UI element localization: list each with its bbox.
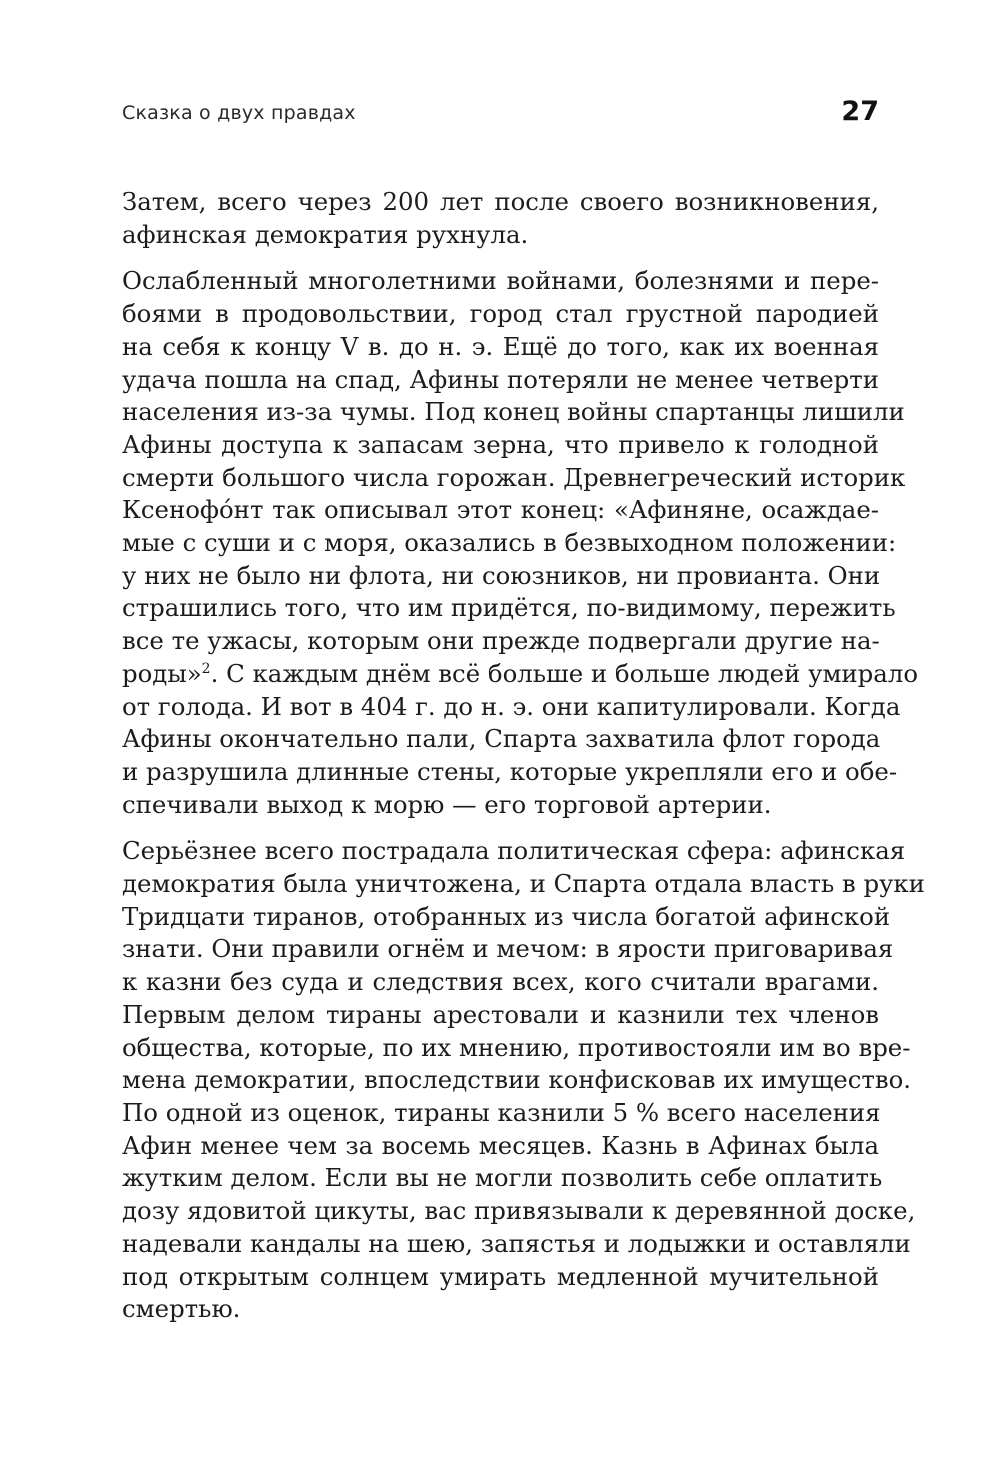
- running-title: Сказка о двух правдах: [122, 102, 356, 124]
- text-line: боями в продовольствии, город стал грустной пародией: [122, 299, 879, 329]
- text-line: к казни без суда и следствия всех, кого считали врагами.: [122, 967, 879, 997]
- text-line: смертью.: [122, 1294, 241, 1324]
- paragraph: [122, 835, 925, 1326]
- text-line: демократия была уничтожена, и Спарта отдала власть в руки: [122, 869, 925, 899]
- text-line: Первым делом тираны арестовали и казнили тех членов: [122, 999, 879, 1029]
- text-line: жутким делом. Если вы не могли позволить себе оплатить: [122, 1163, 883, 1193]
- text-line: и разрушила длинные стены, которые укрепляли его и обе-: [122, 756, 898, 786]
- paragraph: [122, 265, 919, 821]
- text-line: Тридцати тиранов, отобранных из числа богатой афинской: [122, 901, 891, 931]
- text-line: у них не было ни флота, ни союзников, ни провианта. Они: [122, 560, 881, 590]
- text-line: Ослабленный многолетними войнами, болезнями и пере-: [122, 266, 879, 296]
- text-line: надевали кандалы на шею, запястья и лодыжки и оставляли: [122, 1228, 911, 1258]
- text-line: Серьёзнее всего пострадала политическая сфера: афинская: [122, 836, 906, 866]
- text-line: Афины окончательно пали, Спарта захватила флот города: [122, 724, 881, 754]
- text-line: Афины доступа к запасам зерна, что привело к голодной: [122, 429, 879, 459]
- body-text: [122, 186, 925, 1326]
- text-line: страшились того, что им придётся, по-видимому, пережить: [122, 593, 896, 623]
- text-line: спечивали выход к морю — его торговой артерии.: [122, 789, 772, 819]
- text-line: населения из-за чумы. Под конец войны спартанцы лишили: [122, 397, 905, 427]
- text-line: все те ужасы, которым они прежде подвергали другие на-: [122, 626, 880, 656]
- page-number: 27: [841, 96, 879, 127]
- text-line: на себя к концу V в. до н. э. Ещё до того, как их военная: [122, 331, 879, 361]
- text-line: от голода. И вот в 404 г. до н. э. они капитулировали. Когда: [122, 691, 901, 721]
- text-line: афинская демократия рухнула.: [122, 219, 529, 249]
- text-line: Афин менее чем за восемь месяцев. Казнь в Афинах была: [122, 1130, 879, 1160]
- text-line: Ксенофóнт так описывал этот конец: «Афиняне, осаждае-: [122, 495, 879, 525]
- text-line: смерти большого числа горожан. Древнегреческий историк: [122, 462, 906, 492]
- text-line: мые с суши и с моря, оказались в безвыходном положении:: [122, 528, 897, 558]
- text-line: под открытым солнцем умирать медленной мучительной: [122, 1261, 879, 1291]
- text-line: мена демократии, впоследствии конфисковав их имущество.: [122, 1065, 912, 1095]
- paragraph: [122, 186, 879, 251]
- text-line: общества, которые, по их мнению, противостояли им во вре-: [122, 1032, 911, 1062]
- text-line: По одной из оценок, тираны казнили 5 % всего населения: [122, 1097, 881, 1127]
- text-line: роды»$^2$. С каждым днём всё больше и больше людей умирало: [122, 658, 919, 688]
- text-line: удача пошла на спад, Афины потеряли не менее четверти: [122, 364, 879, 394]
- footnote-marker: 2: [201, 660, 211, 677]
- text-line: знати. Они правили огнём и мечом: в ярости приговаривая: [122, 934, 894, 964]
- running-header: [122, 96, 879, 132]
- text-line: Затем, всего через 200 лет после своего возникновения,: [122, 187, 879, 216]
- text-line: дозу ядовитой цикуты, вас привязывали к деревянной доске,: [122, 1196, 916, 1226]
